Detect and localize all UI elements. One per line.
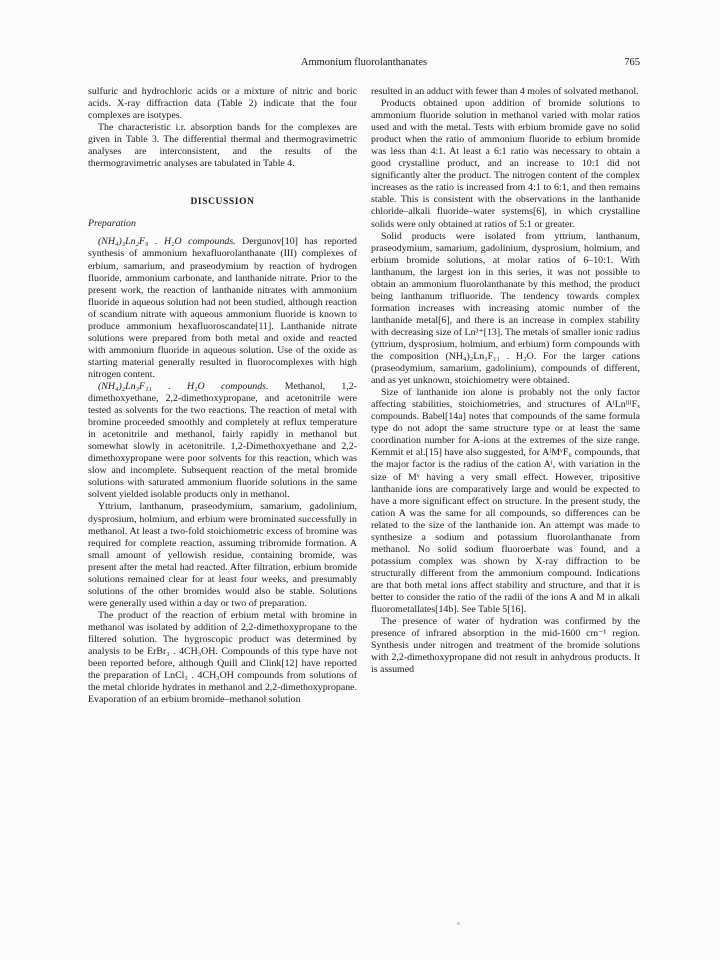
right-column bbox=[371, 86, 640, 676]
paragraph-bromination: Yttrium, lanthanum, praseodymium, samarium, gadolinium, dysprosium, holmium, and erbium were brominated successfully in methanol. At least a two-fold stoichiometric excess of bromine was required for complete reaction, assuming tribromide formation. A small amount of yellowish residue, containing bromide, was present after the metal had reacted. After filtration, erbium bromide solutions remained clear for at least four weeks, and presumably solutions of the other bromides would also be stable. Solutions were generally used within a day or two of preparation. bbox=[88, 501, 357, 609]
page-header bbox=[88, 57, 640, 73]
inline-heading-ln3f11: (NH₄)₂Ln₃F₁₁ . H₂O compounds. bbox=[98, 380, 269, 392]
paragraph-text: Dergunov[10] has reported synthesis of ammonium hexafluorolanthanate (III) complexes of erbium, samarium, and praseodymium by reaction of hydrogen fluoride, ammonium carbonate, and lanthanide nitrate. Prior to the present work, the reaction of lanthanide nitrates with ammonium fluoride in aqueous solution had not been studied, although reaction of scandium nitrate with aqueous ammonium fluoride is known to produce ammonium hexafluoroscandate[11]. Lanthanide nitrate solutions were prepared from both metal and oxide and reacted with ammonium fluoride in aqueous solution. Use of the oxide as starting material generally resulted in fluorocomplexes with high nitrogen content. bbox=[88, 236, 357, 380]
subheading-preparation: Preparation bbox=[88, 218, 136, 230]
paragraph-ammonium-ln3f11 bbox=[88, 381, 357, 501]
running-title: Ammonium fluorolanthanates bbox=[300, 57, 428, 68]
left-column bbox=[88, 86, 357, 706]
paragraph-intro-continued: sulfuric and hydrochloric acids or a mixture of nitric and boric acids. X-ray diffraction data (Table 2) indicate that the four complexes are isotypes. bbox=[88, 86, 357, 122]
paragraph-solid-products: Solid products were isolated from yttrium, lanthanum, praseodymium, samarium, gadolinium, dysprosium, holmium, and erbium bromide solutions, at molar ratios of 6–10:1. With lanthanum, the largest ion in this series, it was not possible to obtain an ammonium fluorolanthanate by this method, the product being lanthanum trifluoride. The tendency towards complex formation increases with increasing atomic number of the lanthanide metal[6], and there is an increase in complex stability with decreasing size of Ln³⁺[13]. The metals of smaller ionic radius (yttrium, dysprosium, holmium, and erbium) form compounds with the composition (NH₄)₂Ln₃F₁₁ . H₂O. For the larger cations (praseodymium, samarium, gadolinium), compounds of different, and as yet unknown, stoichiometry were obtained. bbox=[371, 230, 640, 387]
paragraph-molar-ratios: Products obtained upon addition of bromide solutions to ammonium fluoride solution in methanol varied with molar ratios used and with the metal. Tests with erbium bromide gave no solid product when the ratio of ammonium fluoride to erbium bromide was less than 4:1. At least a 6:1 ratio was necessary to obtain a good crystalline product, and an increase to 10:1 did not significantly alter the product. The nitrogen content of the complex increases as the ratio is increased from 4:1 to 6:1, and then remains stable. This is consistent with the observations in the lanthanide chloride–alkali fluoride–water systems[6], in which crystalline solids were only obtained at ratios of 5:1 or greater. bbox=[371, 98, 640, 230]
scan-mark bbox=[457, 922, 460, 925]
paragraph-ir-thermal: The characteristic i.r. absorption bands for the complexes are given in Table 3. The differential thermal and thermogravimetric analyses are interconsistent, and the results of the thermogravimetric analyses are tabulated in Table 4. bbox=[88, 122, 357, 170]
section-heading-discussion: DISCUSSION bbox=[190, 197, 255, 208]
paragraph-erbium-product: The product of the reaction of erbium metal with bromine in methanol was isolated by addition of 2,2-dimethoxypropane to the filtered solution. The hygroscopic product was determined by analysis to be ErBr₃ . 4CH₃OH. Compounds of this type have not been reported before, although Quill and Clink[12] have reported the preparation of LnCl₃ . 4CH₃OH compounds from solutions of the metal chloride hydrates in methanol and 2,2-dimethoxypropane. Evaporation of an erbium bromide–methanol solution bbox=[88, 609, 357, 706]
paragraph-ion-size: Size of lanthanide ion alone is probably not the only factor affecting stabilities, stoichiometries, and structures of AᴵLnᴵᴵᴵFₓ compounds. Babel[14a] notes that compounds of the same formula type do not adopt the same structure type or at least the same coordination number for A-ions at the extremes of the size range. Kemmit et al.[15] have also suggested, for AᴵMᵛF₆ compounds, that the major factor is the radius of the cation Aᴵ, with variation in the size of Mᵛ having a very small effect. However, tripositive lanthanide ions are comparatively large and would be expected to have a more significant effect on structure. In the present study, the cation A was the same for all compounds, so differences can be related to the size of the lanthanide ion. An attempt was made to synthesize a sodium and potassium fluorolanthanate from methanol. No solid sodium fluoroerbate was found, and a potassium complex was shown by X-ray diffraction to be structurally different from the ammonium compound. Indications are that both metal ions affect stability and structure, and that it is better to consider the ratio of the radii of the ions A and M in alkali fluorometallates[14b]. See Table 5[16]. bbox=[371, 387, 640, 616]
paragraph-ammonium-ln2f9 bbox=[88, 236, 357, 381]
inline-heading-ln2f9: (NH₄)₃Ln₂F₉ . H₂O compounds. bbox=[98, 236, 236, 248]
paragraph-text: Methanol, 1,2-dimethoxyethane, 2,2-dimethoxypropane, and acetonitrile were tested as solvents for the two reactions. The reaction of metal with bromine proceeded smoothly and completely at reflux temperature in acetonitrile and methanol, fairly rapidly in methanol but somewhat slowly in acetonitrile. 1,2-Dimethoxyethane and 2,2-dimethoxypropane were poor solvents for this reaction, which was slow and incomplete. Subsequent reaction of the metal bromide solutions with saturated ammonium fluoride solutions in the same solvent yielded isolable products only in methanol. bbox=[88, 380, 358, 501]
paragraph-hydration: The presence of water of hydration was confirmed by the presence of infrared absorption in the mid-1600 cm⁻¹ region. Synthesis under nitrogen and treatment of the bromide solutions with 2,2-dimethoxypropane did not result in anhydrous products. It is assumed bbox=[371, 616, 640, 676]
paragraph-continued: resulted in an adduct with fewer than 4 moles of solvated methanol. bbox=[371, 86, 639, 97]
page-number: 765 bbox=[624, 57, 640, 68]
